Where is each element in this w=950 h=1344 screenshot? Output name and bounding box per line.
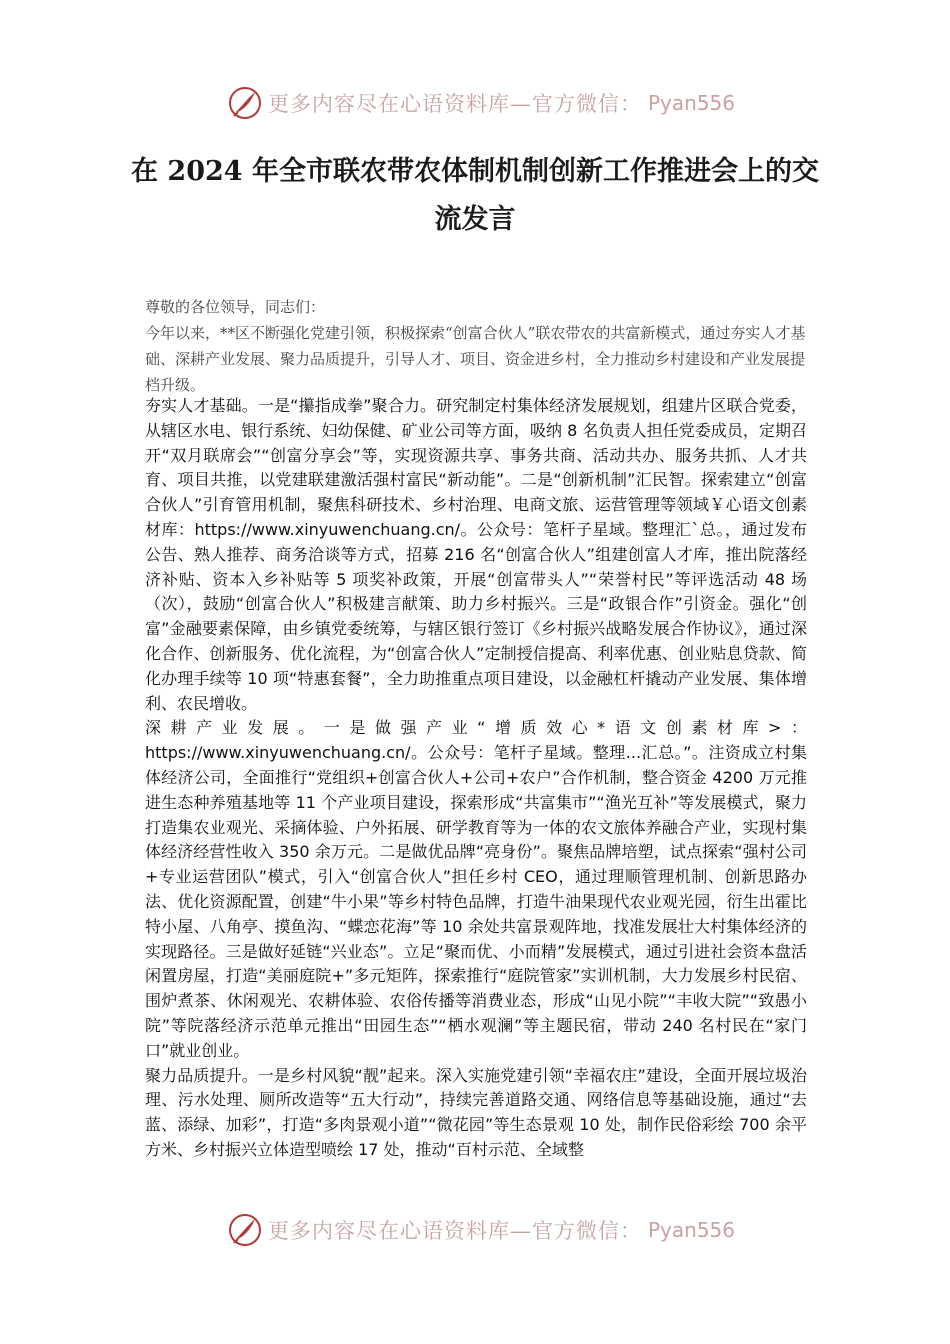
header-watermark bbox=[228, 86, 735, 120]
watermark-wechat-id: Pyan556 bbox=[648, 91, 736, 115]
feather-logo-icon bbox=[228, 86, 262, 120]
paragraph-talent: 夯实人才基础。一是“攥指成拳”聚合力。研究制定村集体经济发展规划，组建片区联合党委，从辖区水电、银行系统、妇幼保健、矿业公司等方面，吸纳 8 名负责人担任党委成员，定期召开“双月联席会”“创富分享会”等，实现资源共享、事务共商、活动共办、服务共抓、人才共育、项目共推，以党建联建激活强村富民“新动能”。二是“创新机制”汇民智。探索建立“创富合伙人”引育管用机制，聚焦科研技术、乡村治理、电商文旅、运营管理等领域￥心语文创素材库：https://www.xinyuwenchuang.cn/。公众号：笔杆子星域。整理汇`总。，通过发布公告、熟人推荐、商务洽谈等方式，招募 216 名“创富合伙人”组建创富人才库，推出院落经济补贴、资本入乡补贴等 5 项奖补政策，开展“创富带头人”“荣誉村民”等评选活动 48 场（次），鼓励“创富合伙人”积极建言献策、助力乡村振兴。三是“政银合作”引资金。强化“创富”金融要素保障，由乡镇党委统筹，与辖区银行签订《乡村振兴战略发展合作协议》，通过深化合作、创新服务、优化流程，为“创富合伙人”定制授信提高、利率优惠、创业贴息贷款、简化办理手续等 10 项“特惠套餐”，全力助推重点项目建设，以金融杠杆撬动产业发展、集体增利、农民增收。 bbox=[145, 396, 807, 713]
footer-watermark bbox=[228, 1213, 735, 1247]
opening-paragraph: 今年以来，**区不断强化党建引领，积极探索“创富合伙人”联农带农的共富新模式，通过夯实人才基础、深耕产业发展、聚力品质提升，引导人才、项目、资金进乡村，全力推动乡村建设和产业发展提档升级。 bbox=[145, 324, 806, 394]
body-section bbox=[145, 394, 807, 1163]
watermark-wechat-id: Pyan556 bbox=[648, 1218, 736, 1242]
feather-logo-icon bbox=[228, 1213, 262, 1247]
watermark-text: 更多内容尽在心语资料库—官方微信： bbox=[268, 92, 642, 116]
paragraph-quality: 聚力品质提升。一是乡村风貌“靓”起来。深入实施党建引领“幸福农庄”建设，全面开展垃圾治理、污水处理、厕所改造等“五大行动”，持续完善道路交通、网络信息等基础设施，通过“去蓝、添绿、加彩”，打造“多肉景观小道”“微花园”等生态景观 10 处，制作民俗彩绘 700 余平方米、乡村振兴立体造型喷绘 17 处，推动“百村示范、全域整 bbox=[145, 1065, 807, 1159]
paragraph-industry: 深耕产业发展。一是做强产业“增质效心*语文创素材库>：https://www.xinyuwenchuang.cn/。公众号：笔杆子星域。整理...汇总。”。注资成立村集体经济公司，全面推行“党组织+创富合伙人+公司+农户”合作机制，整合资金 4200 万元推进生态种养殖基地等 11 个产业项目建设，探索形成“共富集市”“渔光互补”等发展模式，聚力打造集农业观光、采摘体验、户外拓展、研学教育等为一体的农文旅体养融合产业，实现村集体经济经营性收入 350 余万元。二是做优品牌“亮身份”。聚焦品牌培塑，试点探索“强村公司+专业运营团队”模式，引入“创富合伙人”担任乡村 CEO，通过理顺管理机制、创新思路办法、优化资源配置，创建“牛小果”等乡村特色品牌，打造牛油果现代农业观光园，衍生出霍比特小屋、八角亭、摸鱼沟、“蝶恋花海”等 10 余处共富景观阵地，找准发展壮大村集体经济的实现路径。三是做好延链“兴业态”。立足“聚而优、小而精”发展模式，通过引进社会资本盘活闲置房屋，打造“美丽庭院+”多元矩阵，探索推行“庭院管家”实训机制，大力发展乡村民宿、围炉煮茶、休闲观光、农耕体验、农俗传播等消费业态，形成“山见小院”“丰收大院”“致愚小院”等院落经济示范单元推出“田园生态”“栖水观澜”等主题民宿，带动 240 名村民在“家门口”就业创业。 bbox=[145, 718, 807, 1060]
intro-section bbox=[145, 294, 807, 398]
document-title: 在 2024 年全市联农带农体制机制创新工作推进会上的交流发言 bbox=[131, 156, 819, 235]
watermark-text: 更多内容尽在心语资料库—官方微信： bbox=[268, 1219, 642, 1243]
salutation: 尊敬的各位领导，同志们： bbox=[145, 298, 326, 316]
